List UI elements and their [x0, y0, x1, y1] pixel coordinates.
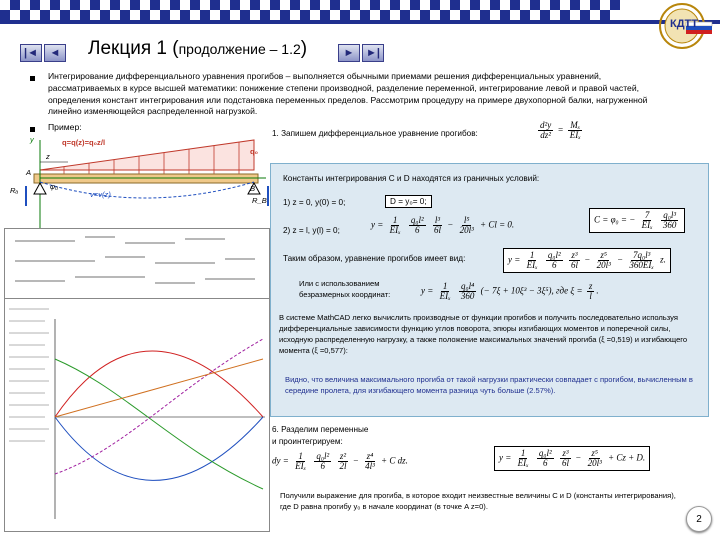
deflection-curve [40, 182, 254, 198]
curve-purple [55, 339, 263, 474]
beam-svg [4, 134, 270, 232]
title-sub: продолжение – 1.2 [178, 41, 301, 57]
last-icon: ►| [366, 47, 380, 59]
ra-label: Rₐ [10, 186, 19, 195]
first-icon: |◄ [24, 47, 38, 59]
checker-pattern [0, 0, 720, 20]
condition-1-result: D = y₀= 0; [385, 195, 432, 208]
general-solution: y = $\frac{1}{\text{EIₓ}}$ $\frac{\text{q₀l²}}{6}$ $\frac{\text{z³}}{6l}$ − $\frac{\text{z⁵}}{\text{20l³}}$ + Cz + D. [494, 446, 650, 471]
constants-panel [270, 163, 709, 417]
header-stripe [0, 20, 720, 24]
y-label: y [30, 135, 34, 144]
example-label: Пример: [48, 122, 82, 132]
curve-red [55, 351, 263, 417]
condition-1: 1) z = 0, y(0) = 0; [283, 198, 346, 207]
condition-2-equation: y = $\frac{1}{\text{EIₓ}}$ $\frac{\text{q₀l²}}{6}$ $\frac{\text{l³}}{6l}$ − $\frac{\text{l⁵}}{\text{20l³}}$ + Cl = 0. [371, 215, 515, 235]
constant-c: C = φ₀ = − $\frac{7}{\text{EIₓ}}$ $\frac{\text{q₀l³}}{360}$ [589, 208, 685, 233]
header-decoration [0, 0, 720, 20]
curve-green [55, 359, 263, 489]
mathcad-plot [4, 298, 270, 532]
logo-text: КДТТ [670, 18, 698, 30]
page-number: 2 [686, 506, 712, 532]
conclusion-text: Получили выражение для прогиба, в которое входит неизвестные величины C и D (константы интегрирования), где D равна прогибу y₀ в начале координат (в точке A z=0). [280, 491, 676, 511]
deflection-label: v=v(z) [90, 190, 111, 199]
mathcad-note: В системе MathCAD легко вычислить производные от функции прогибов и получить последовательно используя дифференциальные зависимости функцию углов поворота, эпюры изгибающих моментов и поперечной силы, исходную распределенную нагрузку, а также положение максимальных значений прогиба (ξ =0,519) и изгибающего момента (ξ =0,577): [279, 313, 688, 355]
bullet-marker [30, 76, 35, 81]
rb-label: R_B [252, 196, 267, 205]
prev-slide-button[interactable] [44, 44, 66, 62]
curve-orange [55, 359, 263, 417]
mathcad-graph [5, 299, 269, 531]
support-a [34, 183, 46, 194]
step1-text: 1. Запишем дифференциальное уравнение прогибов: [272, 129, 478, 138]
step6-line2: и проинтегрируем: [272, 437, 343, 446]
dimless-equation: y = $\frac{1}{\text{EIₓ}}$ $\frac{\text{q₀l⁴}}{360}$ (− 7ξ + 10ξ³ − 3ξ⁵), где ξ = $\frac{z}{l}$ . [421, 281, 599, 301]
constants-heading: Константы интегрирования C и D находятся из граничных условий: [283, 174, 540, 183]
beam-diagram [4, 134, 270, 232]
a-label: A [26, 168, 32, 177]
last-slide-button[interactable] [362, 44, 384, 62]
phi0-label: φ₀ [50, 182, 59, 191]
comparison-note: Видно, что величина максимального прогиба от такой нагрузки практически совпадает с прогибом, вычисленным в середине пролета, для изгибающего момента разница чуть больше (2.57%). [285, 375, 693, 395]
diff-equation: $\frac{\text{d²y}}{\text{dz²}}$ = $\frac{\text{Mₓ}}{\text{EIₓ}}$ [540, 120, 581, 140]
logo [650, 2, 714, 50]
bullet-marker [30, 127, 35, 132]
next-icon: ► [343, 47, 355, 59]
title-main: Лекция 1 ( [88, 38, 179, 59]
deflection-equation: y = $\frac{1}{\text{EIₓ}}$ $\frac{\text{q₀l²}}{6}$ $\frac{\text{z³}}{6l}$ − $\frac{\text{z⁵}}{\text{20l³}}$ − $\frac{\text{7q₀l³}}{\text{360EIₓ}}$ z. [503, 248, 671, 273]
condition-2: 2) z = l, y(l) = 0; [283, 226, 340, 235]
curve-blue [55, 417, 263, 480]
z-label: z [46, 152, 50, 161]
integration-formula: dy = $\frac{1}{\text{EIₓ}}$ $\frac{\text{q₀l²}}{6}$ $\frac{\text{z²}}{2l}$ − $\frac{\text{z⁴}}{\text{4l³}}$ + C dz. [272, 451, 408, 471]
first-slide-button[interactable] [20, 44, 42, 62]
mathcad-formulas-top [4, 228, 270, 300]
q0-label: q₀ [250, 147, 259, 156]
load-label: q=q(z)=q₀z/l [62, 138, 106, 147]
result-intro: Таким образом, уравнение прогибов имеет вид: [283, 254, 466, 263]
intro-paragraph: Интегрирование дифференциального уравнения прогибов – выполняется обычными приемами решения дифференциальных уравнений, рассматриваемых в курсе высшей математики: понижение степени производной, разделение переменной, интегрирование левой и правой частей, определения констант интегрирования или подстановка переменных пределов. Рассмотрим процедуру на примере двухопорной балки, нагруженной линейно изменяющейся распределенной нагрузкой. [48, 71, 648, 117]
step6-line1: 6. Разделим переменные [272, 425, 369, 434]
next-slide-button[interactable] [338, 44, 360, 62]
title-close: ) [300, 38, 308, 59]
b-label: B [250, 184, 256, 193]
page-title [88, 38, 307, 60]
dimless-label: Или с использованием безразмерных координат: [299, 279, 391, 299]
prev-icon: ◄ [49, 47, 61, 59]
